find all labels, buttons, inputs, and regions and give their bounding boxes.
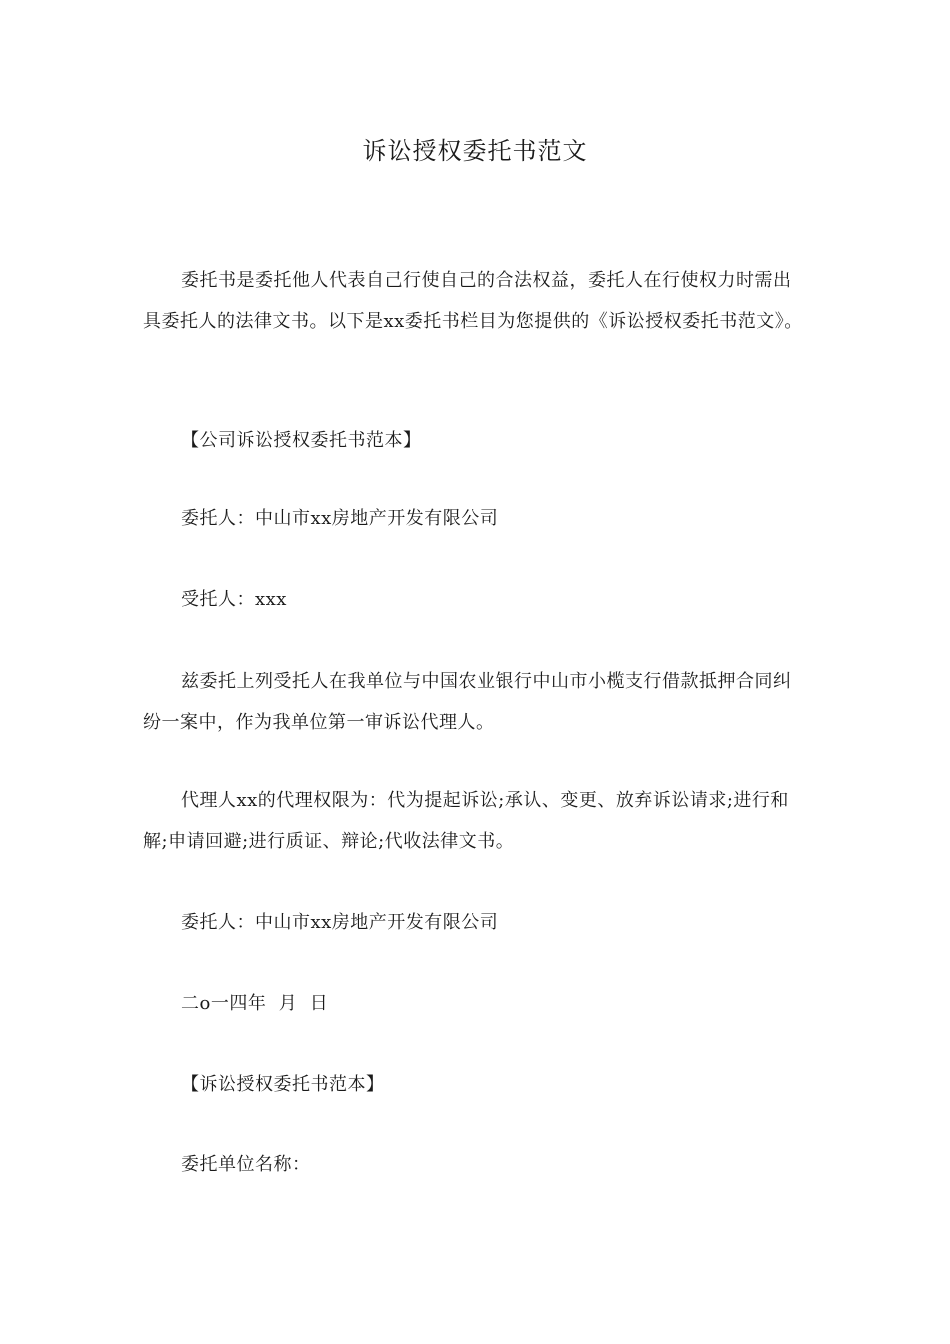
authority-paragraph: 代理人xx的代理权限为：代为提起诉讼;承认、变更、放弃诉讼请求;进行和解;申请回避;进行质证、辩论;代收法律文书。 xyxy=(143,790,789,852)
commission-paragraph: 兹委托上列受托人在我单位与中国农业银行中山市小榄支行借款抵押合同纠纷一案中，作为我单位第一审诉讼代理人。 xyxy=(143,671,792,733)
date-line: 二o一四年 月 日 xyxy=(181,993,329,1014)
entrusting-unit-line: 委托单位名称： xyxy=(181,1154,311,1175)
section-heading-template: 【诉讼授权委托书范本】 xyxy=(181,1074,385,1095)
principal-line: 委托人：中山市xx房地产开发有限公司 xyxy=(181,508,499,529)
principal-signature-line: 委托人：中山市xx房地产开发有限公司 xyxy=(181,912,499,933)
intro-paragraph: 委托书是委托他人代表自己行使自己的合法权益，委托人在行使权力时需出具委托人的法律文书。以下是xx委托书栏目为您提供的《诉讼授权委托书范文》。 xyxy=(143,270,803,332)
section-heading-company: 【公司诉讼授权委托书范本】 xyxy=(181,430,422,451)
agent-line: 受托人：xxx xyxy=(181,589,287,610)
document-title: 诉讼授权委托书范文 xyxy=(362,137,588,165)
